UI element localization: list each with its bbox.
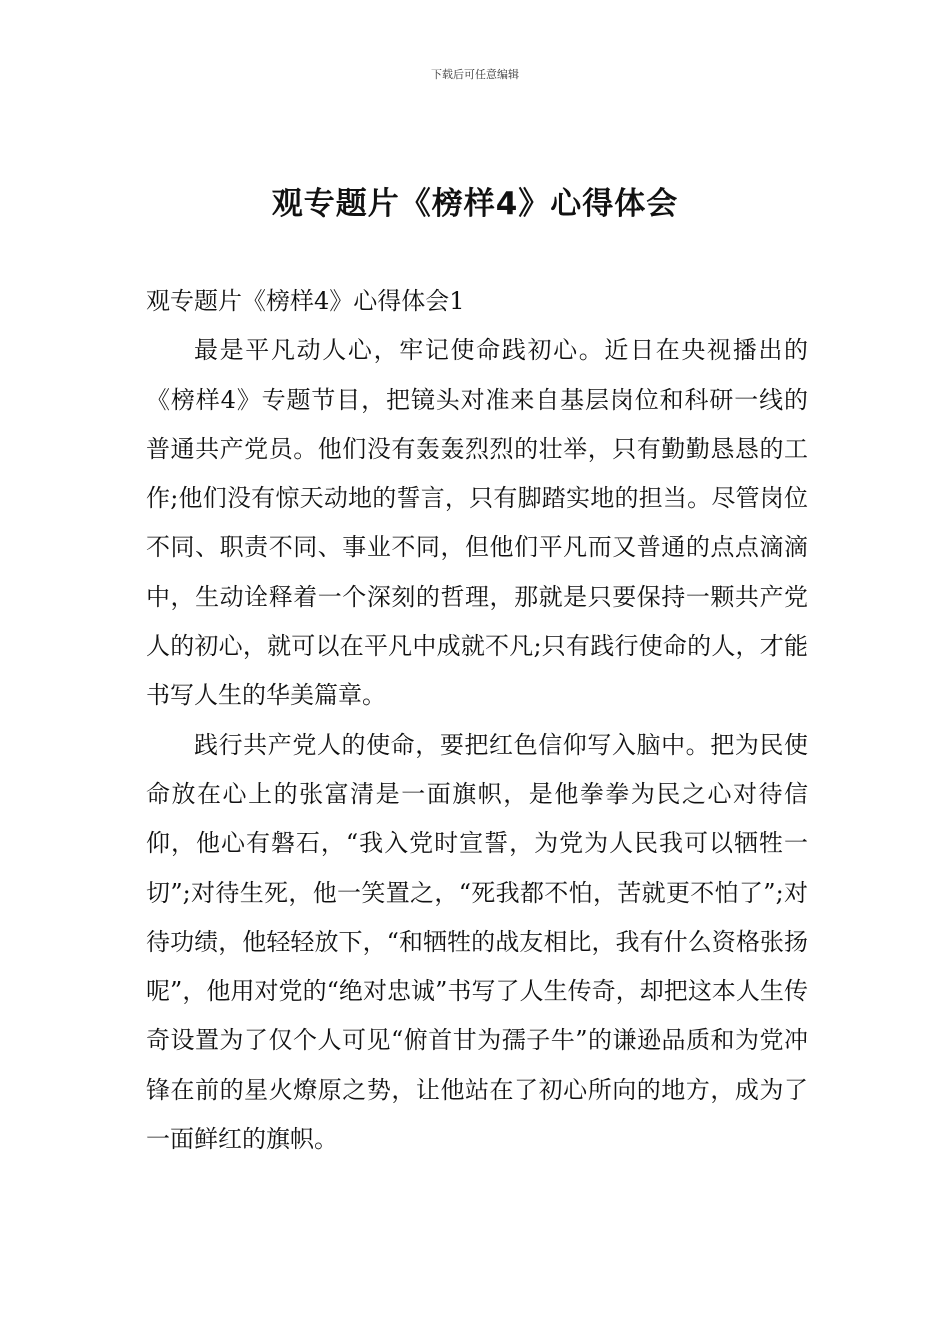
document-title: 观专题片《榜样4》心得体会 [271, 186, 679, 222]
section-heading: 观专题片《榜样4》心得体会1 [146, 287, 465, 315]
paragraph-1: 最是平凡动人心，牢记使命践初心。近日在央视播出的《榜样4》专题节目，把镜头对准来自基层岗位和科研一线的普通共产党员。他们没有轰轰烈烈的壮举，只有勤勤恳恳的工作;他们没有惊天动地的誓言，只有脚踏实地的担当。尽管岗位不同、职责不同、事业不同，但他们平凡而又普通的点点滴滴中，生动诠释着一个深刻的哲理，那就是只要保持一颗共产党人的初心，就可以在平凡中成就不凡;只有践行使命的人，才能书写人生的华美篇章。 [146, 336, 808, 710]
paragraph-2: 践行共产党人的使命，要把红色信仰写入脑中。把为民使命放在心上的张富清是一面旗帜，是他拳拳为民之心对待信仰，他心有磐石，“我入党时宣誓，为党为人民我可以牺牲一切”;对待生死，他一笑置之，“死我都不怕，苦就更不怕了”;对待功绩，他轻轻放下，“和牺牲的战友相比，我有什么资格张扬呢”，他用对党的“绝对忠诚”书写了人生传奇，却把这本人生传奇设置为了仅个人可见“俯首甘为孺子牛”的谦逊品质和为党冲锋在前的星火燎原之势，让他站在了初心所向的地方，成为了一面鲜红的旗帜。 [146, 730, 808, 1154]
header-note: 下载后可任意编辑 [431, 68, 519, 81]
document-body [146, 277, 808, 1164]
